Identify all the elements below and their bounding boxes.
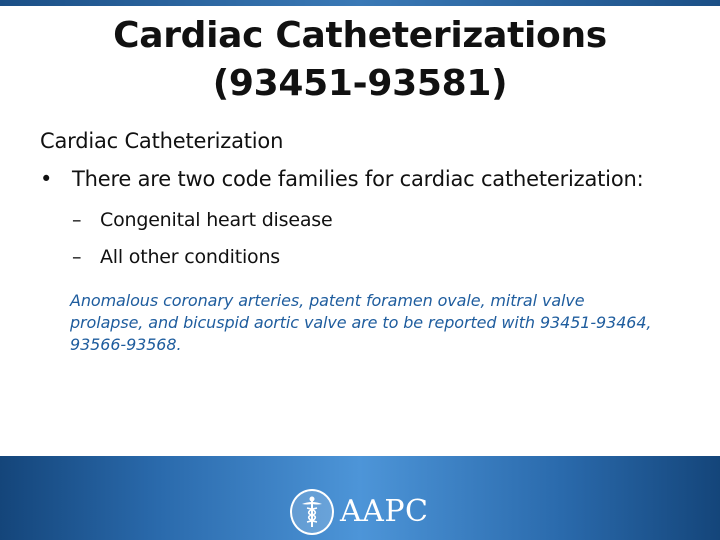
coding-note: Anomalous coronary arteries, patent foramen ovale, mitral valve prolapse, and bicuspid aortic valve are to be reported with 93451-93464, 93566-93568. — [70, 291, 652, 354]
slide-body — [40, 122, 690, 356]
dash-marker: – — [72, 246, 82, 268]
aapc-logo — [290, 488, 440, 536]
sub-bullet-item — [40, 202, 690, 239]
top-accent-bar — [0, 0, 720, 6]
caduceus-icon — [290, 489, 334, 535]
slide-title — [0, 12, 720, 108]
bullet-marker: • — [40, 167, 53, 191]
sub-bullet-list — [40, 202, 690, 276]
dash-marker: – — [72, 209, 82, 231]
sub-bullet-text: All other conditions — [100, 246, 280, 268]
sub-bullet-item — [40, 239, 690, 276]
sub-bullet-text: Congenital heart disease — [100, 209, 333, 231]
bullet-text: There are two code families for cardiac catheterization: — [72, 167, 644, 191]
title-line-2: (93451-93581) — [212, 63, 508, 104]
title-line-1: Cardiac Catheterizations — [113, 15, 607, 56]
logo-text: AAPC — [340, 494, 429, 529]
section-heading: Cardiac Catheterization — [40, 129, 284, 153]
logo-wordmark — [340, 496, 428, 528]
bullet-item — [40, 162, 690, 196]
